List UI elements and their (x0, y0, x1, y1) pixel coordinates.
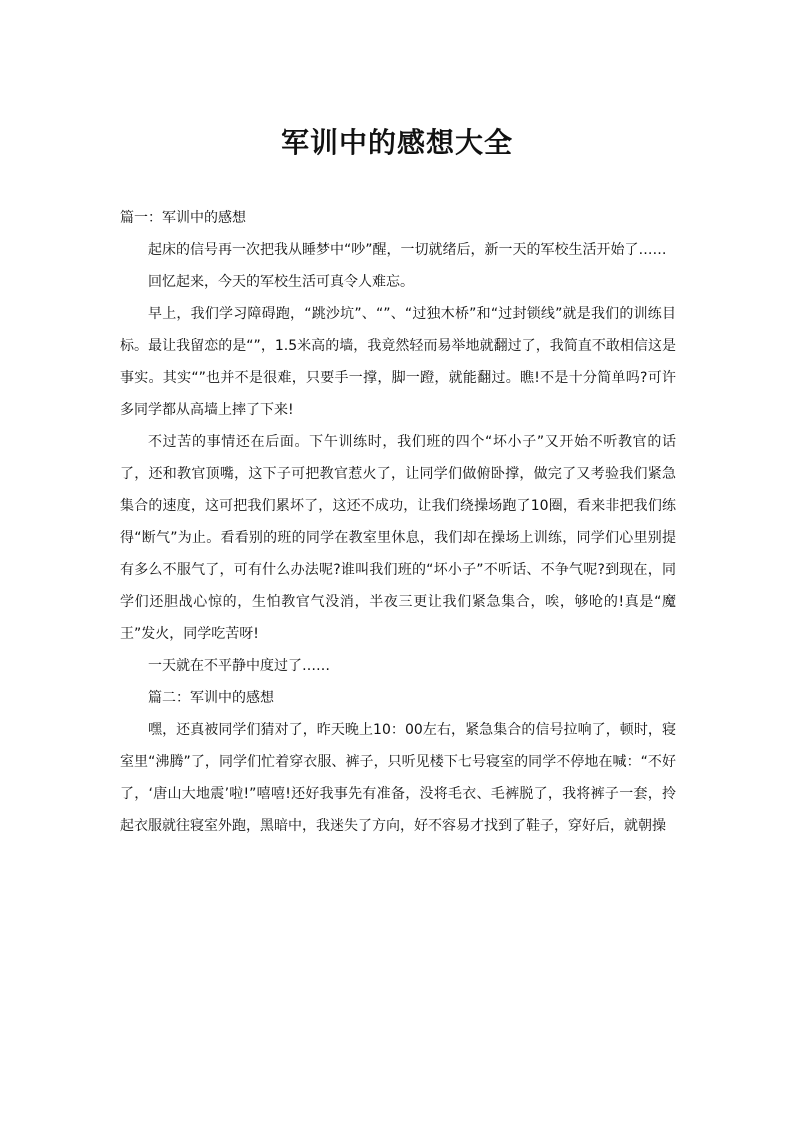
paragraph: 一天就在不平静中度过了…… (148, 658, 330, 674)
paragraph: 早上，我们学习障碍跑，“跳沙坑”、“”、“过独木桥”和“过封锁线”就是我们的训练目标。最让我留恋的是“”，1.5米高的墙，我竟然轻而易举地就翻过了，我简直不敢相信这是事实。其实“”也并不是很难，只要手一撑，脚一蹬，就能翻过。瞧!不是十分简单吗?可许多同学都从高墙上摔了下来! (120, 306, 676, 418)
section-heading-2: 篇二：军训中的感想 (148, 690, 274, 706)
paragraph: 嘿，还真被同学们猜对了，昨天晚上10：00左右，紧急集合的信号拉响了，顿时，寝室里“沸腾”了，同学们忙着穿衣服、裤子，只听见楼下七号寝室的同学不停地在喊：“不好了，‘唐山大地震’啦!”嘻嘻!还好我事先有准备，没将毛衣、毛裤脱了，我将裤子一套，拎起衣服就往寝室外跑，黑暗中，我迷失了方向，好不容易才找到了鞋子，穿好后，就朝操 (120, 722, 676, 834)
paragraph: 回忆起来，今天的军校生活可真令人难忘。 (148, 274, 414, 290)
paragraph: 不过苦的事情还在后面。下午训练时，我们班的四个“坏小子”又开始不听教官的话了，还和教官顶嘴，这下子可把教官惹火了，让同学们做俯卧撑，做完了又考验我们紧急集合的速度，这可把我们累坏了，这还不成功，让我们绕操场跑了10圈，看来非把我们练得“断气”为止。看看别的班的同学在教室里休息，我们却在操场上训练，同学们心里别提有多么不服气了，可有什么办法呢?谁叫我们班的“坏小子”不听话、不争气呢?到现在，同学们还胆战心惊的，生怕教官气没消，半夜三更让我们紧急集合，唉，够呛的!真是“魔王”发火，同学吃苦呀! (120, 434, 676, 642)
section-heading-1: 篇一：军训中的感想 (120, 210, 246, 226)
paragraph: 起床的信号再一次把我从睡梦中“吵”醒，一切就绪后，新一天的军校生活开始了…… (148, 242, 667, 258)
document-title: 军训中的感想大全 (280, 126, 513, 159)
document-body (120, 202, 676, 842)
